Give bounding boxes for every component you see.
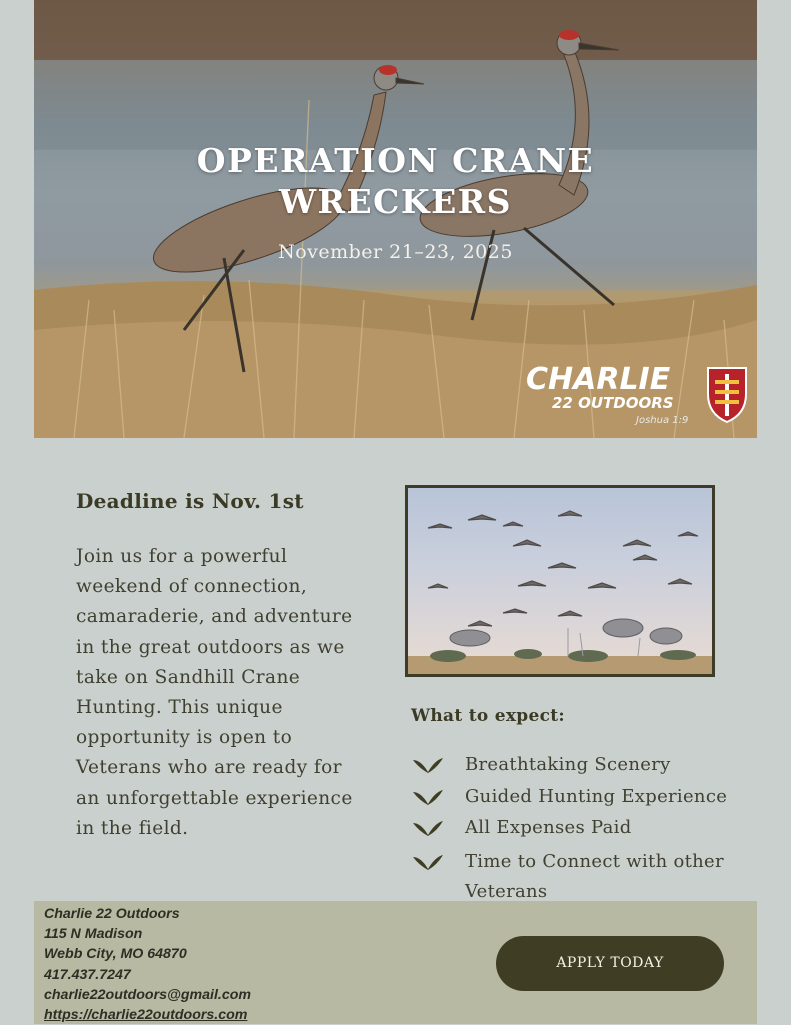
email-address: charlie22outdoors@gmail.com [44, 986, 251, 1003]
footer-band [34, 901, 757, 1024]
leaf-check-icon [411, 756, 445, 774]
deadline-heading: Deadline is Nov. 1st [76, 489, 304, 513]
contact-block [44, 904, 251, 1025]
leaf-check-icon [411, 788, 445, 806]
apply-today-button[interactable]: APPLY TODAY [496, 936, 724, 991]
street-address: 115 N Madison [44, 926, 143, 943]
expect-heading: What to expect: [411, 706, 565, 726]
city-state-zip: Webb City, MO 64870 [44, 946, 187, 963]
list-item [411, 847, 761, 907]
expect-item-label: Guided Hunting Experience [465, 785, 728, 807]
flock-photo [405, 485, 715, 677]
expect-item-label: Breathtaking Scenery [465, 754, 671, 775]
event-title [34, 140, 757, 222]
leaf-check-icon [411, 819, 445, 837]
list-item [411, 815, 761, 847]
list-item [411, 752, 761, 784]
intro-paragraph: Join us for a powerful weekend of connection, camaraderie, and adventure in the great outdoors as we take on Sandhill Crane Hunting. This unique opportunity is open to Veterans who are ready for an unforgettable experience in the field. [76, 546, 353, 839]
phone-number: 417.437.7247 [44, 966, 131, 983]
hero-banner [34, 0, 757, 438]
event-title-line1: OPERATION CRANE [196, 141, 595, 180]
logo-verse: Joshua 1:9 [636, 415, 689, 426]
flying-cranes-image [408, 488, 712, 674]
logo-subtitle: 22 OUTDOORS [552, 394, 674, 412]
leaf-check-icon [411, 853, 445, 871]
expect-item-label: All Expenses Paid [465, 817, 632, 838]
org-name: Charlie 22 Outdoors [44, 906, 180, 922]
event-date: November 21–23, 2025 [278, 241, 513, 263]
website-link[interactable]: https://charlie22outdoors.com [44, 1007, 248, 1024]
logo-wordmark: CHARLIE [526, 362, 671, 397]
event-title-line2: WRECKERS [279, 182, 512, 221]
charlie22-logo [526, 362, 751, 430]
expect-list [411, 752, 761, 907]
list-item [411, 784, 761, 816]
shield-icon [706, 364, 748, 424]
expect-item-label: Time to Connect with other Veterans [465, 850, 724, 902]
